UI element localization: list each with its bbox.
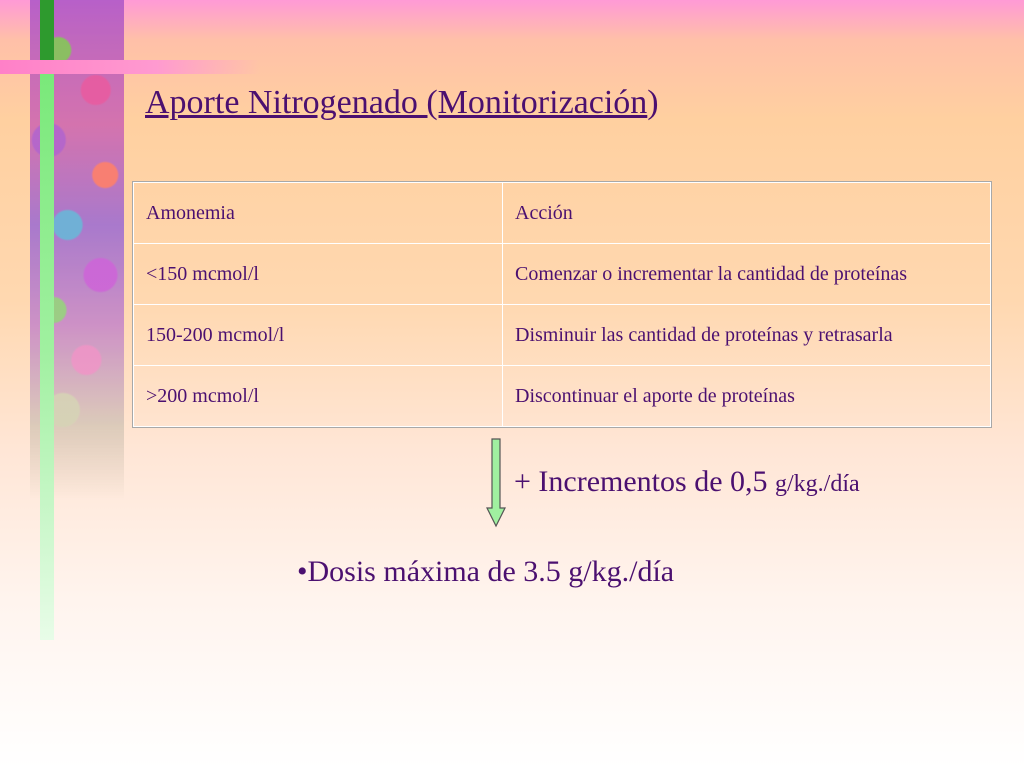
max-dose-bullet: •Dosis máxima de 3.5 g/kg./día <box>297 555 675 588</box>
table-row <box>134 244 991 305</box>
table-cell: Comenzar o incrementar la cantidad de proteínas <box>503 244 991 305</box>
slide-title-underlined: Aporte Nitrogenado (Monitorización <box>145 84 648 121</box>
table-header-row <box>134 183 991 244</box>
decorative-green-bar-top <box>40 0 54 60</box>
down-arrow-icon <box>485 438 507 528</box>
ammonemia-table <box>133 182 991 427</box>
slide-title-close: ) <box>647 84 659 121</box>
decorative-pink-bar <box>0 60 260 74</box>
table-header-cell: Acción <box>503 183 991 244</box>
slide-title <box>145 84 659 122</box>
table-cell: <150 mcmol/l <box>134 244 503 305</box>
table-cell: Discontinuar el aporte de proteínas <box>503 366 991 427</box>
increment-main: + Incrementos de 0,5 <box>514 465 776 498</box>
increment-note <box>514 465 860 499</box>
table-cell: 150-200 mcmol/l <box>134 305 503 366</box>
decorative-green-bar <box>40 60 54 640</box>
increment-unit: g/kg./día <box>775 471 860 497</box>
table-row <box>134 366 991 427</box>
table-header-cell: Amonemia <box>134 183 503 244</box>
table-cell: >200 mcmol/l <box>134 366 503 427</box>
table-cell: Disminuir las cantidad de proteínas y retrasarla <box>503 305 991 366</box>
table-row <box>134 305 991 366</box>
